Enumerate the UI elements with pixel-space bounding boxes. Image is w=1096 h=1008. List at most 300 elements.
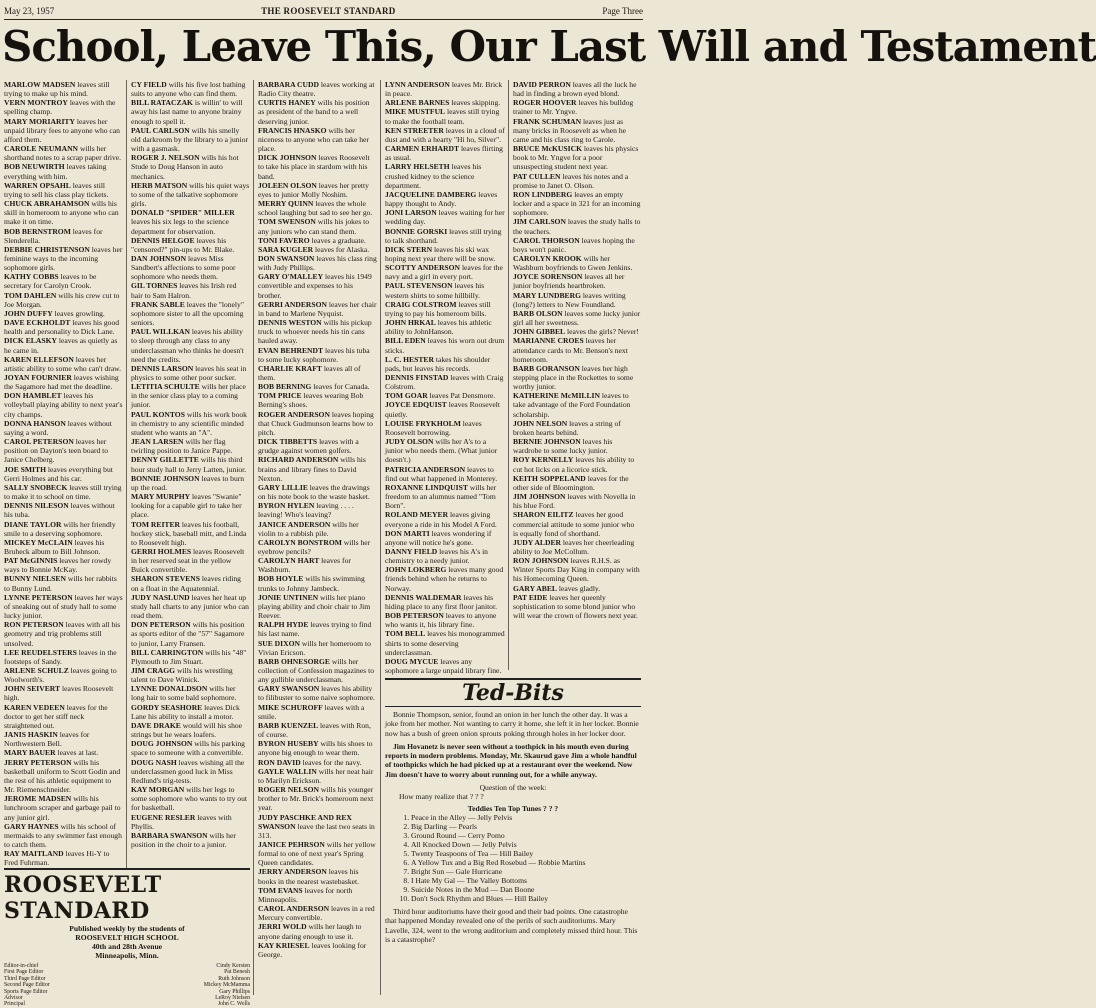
- senior-name: CHUCK ABRAHAMSON: [4, 199, 90, 209]
- senior-name: JOHN DUFFY: [4, 308, 53, 318]
- will-entry: KATHERINE McMILLIN leaves to take advantage of the Ford Foundation scholarship.: [513, 391, 631, 419]
- will-entry: PAT CULLEN leaves his notes and a promise to Janet O. Olson.: [513, 171, 629, 190]
- will-entry: JEROME MADSEN wills his lunchroom scraper and garbage pail to any junior girl.: [4, 794, 121, 822]
- will-entry: CARMEN ERHARDT leaves flirting as usual.: [385, 144, 503, 163]
- will-entry: BOB BERNING leaves for Canada.: [258, 382, 370, 392]
- will-entry: DENNIS FINSTAD leaves with Craig Colstrom.: [385, 373, 504, 392]
- will-entry: DICK JOHNSON leaves Roosevelt to take his place in stardom with his band.: [258, 153, 370, 181]
- will-entry: L. C. HESTER takes his shoulder pads, but leaves his records.: [385, 354, 491, 373]
- will-entry: BOB BERNSTROM leaves for Slenderella.: [4, 226, 103, 245]
- will-entry: BARB KUENZEL leaves with Ron, of course.: [258, 720, 371, 740]
- will-entry: DENNIS WALDEMAR leaves his hiding place to any first floor janitor.: [385, 592, 497, 611]
- senior-name: LEE REUDELSTERS: [4, 647, 77, 657]
- will-entry: DAN JOHNSON leaves Miss Sandbert's affections to some poor sophomore who needs them.: [131, 253, 236, 282]
- will-entry: EVAN BEHRENDT leaves his tuba to some lucky sophomore.: [258, 345, 370, 364]
- senior-name: DOUG JOHNSON: [131, 739, 193, 749]
- will-entry: KATHY COBBS leaves to be secretary for Carolyn Crook.: [4, 272, 97, 291]
- senior-name: PATRICIA ANDERSON: [385, 464, 466, 474]
- senior-name: GARY LILLIE: [258, 482, 308, 492]
- will-entry: LOUISE FRYKHOLM leaves Roosevelt borrowing.: [385, 418, 482, 437]
- senior-name: BARBARA SWANSON: [131, 830, 208, 840]
- senior-name: JOE SMITH: [4, 464, 46, 474]
- page-number: Page Three: [602, 6, 643, 16]
- senior-name: MARY MORIARITY: [4, 116, 75, 126]
- senior-name: KAY KRIESEL: [258, 940, 310, 950]
- senior-name: PAUL CARLSON: [131, 125, 190, 135]
- staff-person: Mickey McMamma: [203, 982, 250, 989]
- tune-item: 7. Bright Sun — Gale Hurricane: [411, 867, 641, 876]
- senior-name: TOM REITER: [131, 519, 181, 529]
- senior-name: DANNY FIELD: [385, 546, 438, 556]
- will-entry: SARA KUGLER leaves for Alaska.: [258, 244, 370, 254]
- senior-name: TOM GOAR: [385, 391, 428, 401]
- staff-person: Ruth Johnson: [218, 975, 250, 982]
- senior-name: DENNIS WESTON: [258, 318, 322, 328]
- will-entry: ROGER NELSON wills his younger brother to Mr. Brick's homeroom next year.: [258, 785, 374, 813]
- will-entry: JUDY PASCHKE AND REX SWANSON leave the last two seats in 313.: [258, 812, 375, 840]
- staff-role: Second Page Editor: [4, 982, 50, 989]
- senior-name: ROGER HOOVER: [513, 98, 577, 108]
- will-entry: DAVE DRAKE would will his shoe strings but he wears loafers.: [131, 720, 243, 740]
- will-entry: VERN MONTROY leaves with the spelling champ.: [4, 98, 116, 117]
- senior-name: DON PETERSON: [131, 620, 191, 630]
- senior-name: FRANK SCHUMAN: [513, 116, 582, 126]
- will-entry: BOB NEUWIRTH leaves taking everything with him.: [4, 162, 107, 181]
- senior-name: GORDY SEASHORE: [131, 702, 203, 712]
- column-rule: [126, 80, 127, 870]
- senior-name: ROLAND MEYER: [385, 510, 449, 520]
- senior-name: RALPH HYDE: [258, 620, 309, 630]
- will-entry: BILL RATACZAK is willin' to will away his last name to anyone brainy enough to spell it.: [131, 98, 243, 126]
- will-entry: DENNIS HELGOE leaves his "censored?" pin-ups to Mr. Blake.: [131, 235, 235, 254]
- senior-name: TOM EVANS: [258, 885, 303, 895]
- senior-name: MIKE SCHUROFF: [258, 702, 323, 712]
- will-entry: PAUL WILLKAN leaves his ability to sleep through any class to any underclassman who thinks he doesn't need the credits.: [131, 327, 244, 364]
- will-entry: JOYAN FOURNIER leaves wishing the Sagamore had met the deadline.: [4, 373, 119, 392]
- senior-name: BOB BERNING: [258, 382, 312, 392]
- will-entry: MARLOW MADSEN leaves still trying to make up his mind.: [4, 80, 110, 99]
- senior-name: FRANK SABLE: [131, 299, 185, 309]
- senior-name: TONI FAVERO: [258, 235, 310, 245]
- will-entry: DON PETERSON wills his position as sports editor of the "57" Sagamore to junior, Larry Fransen.: [131, 620, 245, 648]
- will-entry: JOHN SEIVERT leaves Roosevelt high.: [4, 684, 114, 703]
- will-entry: DICK STERN leaves his ski wax hoping next year there will be snow.: [385, 244, 496, 263]
- staff-list: [4, 963, 250, 1008]
- will-entry: JOYCE EDQUIST leaves Roosevelt quietly.: [385, 400, 500, 419]
- senior-name: KAREN ELLEFSON: [4, 354, 74, 364]
- ted-bits-box: [385, 678, 641, 998]
- senior-name: SHARON STEVENS: [131, 574, 200, 584]
- senior-name: BONNIE JOHNSON: [131, 473, 200, 483]
- senior-name: KAY MORGAN: [131, 785, 185, 795]
- senior-name: LARRY HELSETH: [385, 162, 450, 172]
- senior-name: DENNIS HELGOE: [131, 235, 195, 245]
- will-entry: BARBARA CUDD leaves working at Radio City theatre.: [258, 80, 375, 99]
- senior-name: LETITIA SCHULTE: [131, 382, 200, 392]
- senior-name: CURTIS HANEY: [258, 98, 316, 108]
- will-entry: BYRON HUSEBY wills his shoes to anyone big enough to wear them.: [258, 739, 373, 758]
- will-entry: TONI FAVERO leaves a graduate.: [258, 235, 366, 245]
- tune-item: 3. Ground Round — Cerry Pomo: [411, 831, 641, 840]
- senior-name: JOYCE EDQUIST: [385, 400, 447, 410]
- senior-name: BARBARA CUDD: [258, 80, 319, 89]
- senior-name: GARY ABEL: [513, 583, 557, 593]
- senior-name: CAROLYN BONSTROM: [258, 537, 342, 547]
- will-entry: DON MARTI leaves wondering if anyone will notice he's gone.: [385, 528, 492, 547]
- will-entry: DONALD "SPIDER" MILLER leaves his six legs to the science department for observation.: [131, 208, 235, 236]
- will-entry: LARRY HELSETH leaves his crushed kidney to the science department.: [385, 162, 482, 190]
- masthead-line: Minneapolis, Minn.: [95, 951, 159, 960]
- will-entry: CURTIS HANEY wills his position as president of the band to a well deserving junior.: [258, 98, 370, 126]
- will-entry: ROGER J. NELSON wills his hot Stude to Doug Hanson in auto mechanics.: [131, 153, 239, 181]
- senior-name: KATHERINE McMILLIN: [513, 391, 600, 401]
- tunes-title: Teddies Ten Top Tunes ? ? ?: [467, 803, 559, 813]
- ted-bits-paragraph: Third hour auditoriums have their good and their bad points. One catastrophe that happened Monday revealed one of the perils of such auditoriums. Mary Lavelle, 324, went to the wrong auditorium and completely missed third hour. This is a catastrophe?: [385, 906, 638, 944]
- tune-item: 4. All Knocked Down — Jelly Pelvis: [411, 840, 641, 849]
- will-entry: GAYLE WALLIN wills her neat hair to Marilyn Erickson.: [258, 766, 374, 785]
- senior-name: JONIE UNTINEN: [258, 592, 319, 602]
- senior-name: DEBBIE CHRISTENSON: [4, 244, 90, 254]
- senior-name: PAT CULLEN: [513, 171, 561, 181]
- will-column-5: [513, 80, 641, 685]
- will-entry: JUDY OLSON wills her A's to a junior who needs them. (What junior doesn't.): [385, 437, 498, 465]
- will-entry: JOLEEN OLSON leaves her pretty eyes to junior Molly Noshim.: [258, 180, 369, 199]
- masthead-line: Published weekly by the students of: [69, 924, 185, 933]
- staff-role: Advisor: [4, 995, 23, 1002]
- senior-name: ROGER J. NELSON: [131, 153, 200, 163]
- will-entry: BONNIE JOHNSON leaves to burn up the road.: [131, 473, 245, 492]
- will-entry: DENNIS NILESON leaves without his tuba.: [4, 501, 115, 520]
- senior-name: ARLENE SCHULZ: [4, 666, 69, 675]
- senior-name: DAVE ECKHOLDT: [4, 318, 71, 328]
- senior-name: PAT EIDE: [513, 592, 548, 602]
- will-entry: GIL TORNES leaves his Irish red hair to Sam Halron.: [131, 281, 237, 300]
- will-entry: ARLENE BARNES leaves skipping.: [385, 98, 501, 108]
- senior-name: MERRY QUINN: [258, 199, 314, 209]
- tune-item: 10. Don't Sock Rhythm and Blues — Hill Bailey: [411, 894, 641, 903]
- will-entry: DON SWANSON leaves his class ring with Judy Phillips.: [258, 253, 377, 273]
- will-entry: GARY SWANSON leaves his ability to filibuster to some naive sophomore.: [258, 684, 375, 703]
- senior-name: LOUISE FRYKHOLM: [385, 418, 461, 428]
- will-entry: BONNIE GORSKI leaves still trying to talk shorthand.: [385, 226, 502, 245]
- senior-name: EVAN BEHRENDT: [258, 345, 324, 355]
- will-entry: JOE SMITH leaves everything but Gerri Holmes and his car.: [4, 464, 113, 483]
- staff-role: Sports Page Editor: [4, 988, 48, 995]
- will-entry: KAREN ELLEFSON leaves her artistic ability to some who can't draw.: [4, 354, 122, 373]
- tune-item: 6. A Yellow Tux and a Big Red Rosebud — Robbie Martins: [411, 858, 641, 867]
- will-entry: JOHN NELSON leaves a string of broken hearts behind.: [513, 418, 621, 437]
- will-entry: DICK ELASKY leaves as quietly as he came in.: [4, 336, 118, 355]
- will-entry: ROY KERNELLY leaves his ability to cut hot licks on a licorice stick.: [513, 455, 635, 474]
- will-entry: CY FIELD wills his five lost bathing suits to anyone who can find them.: [131, 80, 246, 99]
- senior-name: CARMEN ERHARDT: [385, 144, 460, 154]
- will-entry: RON LINDBERG leaves an empty locker and a space in 321 for an incoming sophomore.: [513, 189, 641, 218]
- senior-name: JACQUELINE DAMBERG: [385, 189, 477, 199]
- will-entry: MARY LUNDBERG leaves writing (long?) letters to New Foundland.: [513, 290, 626, 309]
- senior-name: JOLEEN OLSON: [258, 180, 317, 190]
- senior-name: RON DAVID: [258, 757, 301, 767]
- senior-name: CRAIG COLSTROM: [385, 299, 457, 309]
- senior-name: BARB OLSON: [513, 308, 563, 318]
- question-text: How many realize that ? ? ?: [399, 792, 484, 802]
- senior-name: DICK JOHNSON: [258, 153, 317, 163]
- will-entry: BARB GORANSON leaves her high stepping place in the Rockettes to some worthy junior.: [513, 363, 634, 392]
- column-rule: [380, 80, 381, 995]
- column-rule: [508, 80, 509, 670]
- senior-name: EUGENE RESLER: [131, 812, 196, 822]
- staff-role: Principal: [4, 1001, 25, 1008]
- question-label: Question of the week:: [479, 783, 547, 793]
- tune-item: 8. I Hate My Gal — The Valley Bottoms: [411, 876, 641, 885]
- senior-name: BILL CARRINGTON: [131, 647, 204, 657]
- will-entry: DOUG NASH leaves wishing all the underclassmen good luck in Miss Redlund's trig-tests.: [131, 757, 245, 785]
- senior-name: MICKEY McCLAIN: [4, 537, 73, 547]
- will-entry: CHARLIE KRAFT leaves all of them.: [258, 363, 361, 382]
- will-entry: JONIE UNTINEN wills her piano playing ability and choir chair to Jim Reever.: [258, 592, 371, 621]
- will-entry: PATRICIA ANDERSON leaves to find out what happened in Monterey.: [385, 464, 498, 483]
- will-entry: BARB OLSON leaves some lucky junior girl all her sweetness.: [513, 308, 641, 328]
- senior-name: ROXANNE LINDQUIST: [385, 482, 468, 492]
- will-entry: SUE DIXON wills her homeroom to Vivian Ericson.: [258, 638, 371, 657]
- senior-name: ROGER ANDERSON: [258, 409, 330, 419]
- senior-name: BOB BERNSTROM: [4, 226, 71, 236]
- will-entry: TOM DAHLEN wills his crew cut to Joe Morgan.: [4, 290, 120, 309]
- will-entry: EUGENE RESLER leaves with Phyllis.: [131, 812, 232, 831]
- senior-name: BARB OHNESORGE: [258, 656, 330, 666]
- will-entry: JONI LARSON leaves waiting for her wedding day.: [385, 208, 505, 227]
- senior-name: MARY LUNDBERG: [513, 290, 582, 300]
- senior-name: DAN JOHNSON: [131, 253, 187, 263]
- senior-name: BRUCE McKUSICK: [513, 144, 582, 154]
- will-entry: LETITIA SCHULTE wills her place in the senior class play to a coming junior.: [131, 382, 246, 410]
- will-entry: RICHARD ANDERSON wills his brains and library fines to David Nexton.: [258, 455, 366, 483]
- will-entry: JUDY NASLUND leaves her heat up study hall charts to any junior who can read them.: [131, 592, 249, 621]
- will-entry: KAREN VEDEEN leaves for the doctor to get her stiff neck straightened out.: [4, 702, 108, 730]
- senior-name: RICHARD ANDERSON: [258, 455, 339, 465]
- senior-name: L. C. HESTER: [385, 354, 434, 364]
- will-entry: LYNNE PETERSON leaves her ways of sneaking out of study hall to some lucky junior.: [4, 592, 123, 621]
- will-entry: TOM REITER leaves his football, hockey stick, baseball mitt, and Linda to Roosevelt high.: [131, 519, 247, 547]
- senior-name: JIM JOHNSON: [513, 492, 566, 502]
- senior-name: TOM DAHLEN: [4, 290, 57, 300]
- will-entry: KAY MORGAN wills her legs to some sophomore who wants to try out for basketball.: [131, 785, 248, 813]
- senior-name: CAROLYN HART: [258, 556, 320, 566]
- staff-role: First Page Editor: [4, 969, 44, 976]
- staff-person: Gary Phillips: [219, 988, 250, 995]
- senior-name: LYNNE PETERSON: [4, 592, 73, 602]
- senior-name: JANICE PEHRSON: [258, 839, 325, 849]
- will-entry: JACQUELINE DAMBERG leaves happy thought to Andy.: [385, 189, 498, 209]
- will-entry: TOM SWENSON wills his jokes to any juniors who can stand them.: [258, 217, 370, 236]
- will-entry: JOHN LOKBERG leaves many good friends behind when he returns to Norway.: [385, 565, 504, 593]
- will-entry: DONNA HANSON leaves without saying a word.: [4, 418, 112, 437]
- will-entry: LYNN ANDERSON leaves Mr. Brick in peace.: [385, 80, 503, 99]
- tune-item: 1. Peace in the Alley — Jelly Pelvis: [411, 813, 641, 822]
- will-entry: JIM JOHNSON leaves with Novella in his blue Ford.: [513, 492, 636, 511]
- will-entry: BYRON HYLEN leaving . . . . leaving! Who's leaving?: [258, 501, 354, 520]
- will-entry: CRAIG COLSTROM leaves still trying to pay his homeroom bills.: [385, 299, 491, 318]
- senior-name: BOB HOYLE: [258, 574, 304, 584]
- senior-name: JIM CRAGG: [131, 666, 176, 675]
- senior-name: PAUL WILLKAN: [131, 327, 191, 337]
- senior-name: PAUL KONTOS: [131, 409, 185, 419]
- senior-name: ROGER NELSON: [258, 785, 319, 795]
- staff-role: Third Page Editor: [4, 975, 46, 982]
- will-entry: DON HAMBLET leaves his volleyball playing ability to next year's city champs.: [4, 391, 123, 419]
- will-entry: GERRI ANDERSON leaves her chair in band to Marlene Nyquist.: [258, 299, 377, 318]
- staff-person: LeRoy Nielsen: [215, 995, 250, 1002]
- senior-name: ROY KERNELLY: [513, 455, 574, 465]
- will-entry: BERNIE JOHNSON leaves his wardrobe to some lucky junior.: [513, 437, 613, 456]
- senior-name: MARY MURPHY: [131, 492, 191, 502]
- senior-name: CHARLIE KRAFT: [258, 363, 322, 373]
- senior-name: BOB PETERSON: [385, 611, 444, 621]
- senior-name: GARY HAYNES: [4, 821, 59, 831]
- senior-name: GARY SWANSON: [258, 684, 320, 694]
- will-entry: CHUCK ABRAHAMSON wills his skill in homeroom to anyone who can make it on time.: [4, 199, 119, 227]
- will-entry: MARY MURPHY leaves "Swanie" looking for a capable girl to take her place.: [131, 492, 242, 520]
- senior-name: DON SWANSON: [258, 253, 315, 263]
- senior-name: GARY O'MALLEY: [258, 272, 324, 282]
- will-entry: DICK TIBBETTS leaves with a grudge against women golfers.: [258, 437, 359, 456]
- will-entry: JERRI WOLD wills her laugh to anyone daring enough to use it.: [258, 922, 362, 941]
- will-entry: LYNNE DONALDSON wills her long hair to some bald sophomore.: [131, 684, 237, 703]
- paper-name: THE ROOSEVELT STANDARD: [261, 6, 396, 16]
- will-entry: MICKEY McCLAIN leaves his Bruheck album to Bill Johnson.: [4, 537, 105, 556]
- senior-name: JUDY PASCHKE AND REX SWANSON: [258, 812, 352, 831]
- will-entry: GARY ABEL leaves gladly.: [513, 583, 601, 593]
- will-entry: CAROLYN KROOK wills her Washburn boyfriends to Gwen Jenkins.: [513, 253, 633, 273]
- will-entry: ROGER ANDERSON leaves hoping that Chuck Gudmunson learns how to pitch.: [258, 409, 374, 437]
- will-entry: PAUL CARLSON wills his smelly old darkroom by the library to a junior with a gasmask.: [131, 125, 249, 154]
- senior-name: GERRI ANDERSON: [258, 299, 327, 309]
- senior-name: SHARON EILITZ: [513, 510, 574, 520]
- will-entry: BRUCE McKUSICK leaves his physics book to Mr. Yngve for a poor unsuspecting student next year.: [513, 144, 639, 172]
- senior-name: DENNY GILLETTE: [131, 455, 199, 465]
- will-entry: HERB MATSON wills his quiet ways to some of the talkative sophomore girls.: [131, 180, 250, 209]
- senior-name: JEAN LARSEN: [131, 437, 184, 447]
- senior-name: CAROL ANDERSON: [258, 904, 330, 914]
- staff-person: John C. Wells: [217, 1001, 250, 1008]
- senior-name: DAVE DRAKE: [131, 720, 181, 730]
- will-entry: GARY LILLIE leaves the drawings on his note book to the waste basket.: [258, 482, 370, 502]
- will-entry: DOUG MYCUE leaves any sophomore a large unpaid library fine.: [385, 656, 502, 675]
- senior-name: TOM PRICE: [258, 391, 302, 401]
- will-entry: GARY O'MALLEY leaves his 1949 convertible and expenses to his brother.: [258, 272, 372, 300]
- senior-name: JOHN HRKAL: [385, 318, 436, 328]
- will-entry: SCOTTY ANDERSON leaves for the navy and a girl in every port.: [385, 263, 503, 282]
- senior-name: GIL TORNES: [131, 281, 178, 291]
- senior-name: CAROL PETERSON: [4, 437, 74, 447]
- senior-name: JANIS HASKIN: [4, 730, 58, 740]
- will-entry: CAROL THORSON leaves hoping the boys won't panic.: [513, 235, 635, 254]
- senior-name: MARIANNE CROES: [513, 336, 584, 346]
- will-entry: SHARON EILITZ leaves her good commercial attitude to some junior who is equally fond of shorthand.: [513, 510, 635, 538]
- will-entry: JUDY ALDER leaves her cheerleading ability to Joe McCollum.: [513, 537, 635, 556]
- tune-item: 5. Twenty Teaspoons of Tea — Hill Bailey: [411, 849, 641, 858]
- will-entry: GORDY SEASHORE leaves Dick Lane his ability to install a motor.: [131, 702, 240, 721]
- senior-name: KATHY COBBS: [4, 272, 59, 282]
- senior-name: JIM CARLSON: [513, 217, 566, 227]
- senior-name: DOUG MYCUE: [385, 656, 439, 666]
- senior-name: BOB NEUWIRTH: [4, 162, 65, 172]
- senior-name: RON LINDBERG: [513, 189, 573, 199]
- senior-name: JOHN SEIVERT: [4, 684, 61, 694]
- will-entry: BILL EDEN leaves his worn out drum sticks.: [385, 336, 505, 355]
- will-entry: ROLAND MEYER leaves giving everyone a ride in his Model A Ford.: [385, 510, 497, 529]
- senior-name: DENNIS WALDEMAR: [385, 592, 462, 602]
- will-entry: PAT EIDE leaves her queenly sophistication to some blond junior who will wear the crown of flowers next year.: [513, 592, 638, 621]
- masthead-line: ROOSEVELT HIGH SCHOOL: [75, 933, 179, 942]
- will-entry: DENNIS LARSON leaves his seat in physics to some other poor sucker.: [131, 363, 247, 382]
- will-entry: RALPH HYDE leaves trying to find his last name.: [258, 620, 372, 639]
- will-entry: JANICE PEHRSON wills her yellow formal to one of next year's Spring Queen candidates.: [258, 839, 376, 868]
- will-entry: RAY MAITLAND leaves Hi-Y to Fred Fuhrman.: [4, 849, 110, 868]
- will-entry: BARB OHNESORGE wills her collection of Confession magazines to any gullible underclassman.: [258, 656, 374, 685]
- senior-name: DENNIS FINSTAD: [385, 373, 449, 382]
- will-entry: PAUL STEVENSON leaves his western shirts to some hillbilly.: [385, 281, 485, 300]
- will-entry: DANNY FIELD leaves his A's in chemistry to a needy junior.: [385, 546, 488, 566]
- will-column-1: [4, 80, 123, 875]
- will-entry: JOHN GIBBEL leaves the girls? Never!: [513, 327, 639, 337]
- will-entry: DENNIS WESTON wills his pickup truck to whoever needs his tin cans hauled away.: [258, 318, 372, 346]
- will-entry: DOUG JOHNSON wills his parking space to someone with a convertible.: [131, 739, 245, 758]
- senior-name: TOM BELL: [385, 629, 426, 639]
- will-entry: KEN STREETER leaves in a cloud of dust and with a hearty "Hi ho, Silver".: [385, 125, 505, 144]
- will-entry: JANICE ANDERSON wills her violin to a rubbish pile.: [258, 519, 359, 538]
- senior-name: JERRI WOLD: [258, 922, 307, 932]
- senior-name: BYRON HUSEBY: [258, 739, 319, 749]
- will-entry: PAUL KONTOS wills his work book in chemistry to any scientific minded student who wants an "A".: [131, 409, 247, 437]
- will-entry: ARLENE SCHULZ leaves going to Woolworth's.: [4, 666, 117, 685]
- senior-name: PAUL STEVENSON: [385, 281, 453, 291]
- senior-name: TOM SWENSON: [258, 217, 316, 227]
- will-entry: TOM BELL leaves his monogrammed shirts to some deserving underclassman.: [385, 629, 505, 657]
- staff-row: [4, 1001, 250, 1007]
- will-entry: DENNY GILLETTE wills his third hour study hall to Jerry Latten, junior.: [131, 455, 247, 474]
- senior-name: JOHN LOKBERG: [385, 565, 447, 575]
- senior-name: LYNN ANDERSON: [385, 80, 450, 89]
- will-entry: ROGER HOOVER leaves his bulldog trainer to Mr. Yngve.: [513, 98, 634, 117]
- will-entry: JANIS HASKIN leaves for Northwestern Bell.: [4, 730, 90, 749]
- senior-name: DENNIS NILESON: [4, 501, 69, 511]
- senior-name: GERRI HOLMES: [131, 546, 192, 556]
- will-entry: DAVE ECKHOLDT leaves his good health and personality to Dick Lane.: [4, 318, 120, 337]
- will-entry: GARY HAYNES wills his school of mermaids to any swimmer fast enough to catch them.: [4, 821, 122, 849]
- will-entry: BILL CARRINGTON wills his "48" Plymouth to Jim Stuart.: [131, 647, 247, 666]
- will-entry: PAT McGINNIS leaves her rowdy ways to Bonnie McKay.: [4, 556, 112, 575]
- will-entry: JEAN LARSEN wills her flag twirling position to Janice Pappe.: [131, 437, 233, 456]
- ted-bits-title: Ted-Bits: [385, 678, 641, 707]
- will-entry: LEE REUDELSTERS leaves in the footsteps of Sandy.: [4, 647, 117, 666]
- will-entry: MARY MORIARITY leaves her unpaid library fees to anyone who can afford them.: [4, 116, 120, 144]
- senior-name: DONNA HANSON: [4, 418, 66, 428]
- will-entry: GERRI HOLMES leaves Roosevelt in her reserved seat in the yellow Buick convertible.: [131, 546, 245, 575]
- will-entry: FRANK SABLE leaves the "lonely" sophomore sister to all the upcoming seniors.: [131, 299, 244, 328]
- will-entry: MARY BAUER leaves at last.: [4, 748, 99, 758]
- page-header: [4, 6, 643, 20]
- senior-name: DICK TIBBETTS: [258, 437, 318, 447]
- will-entry: RON DAVID leaves for the navy.: [258, 757, 362, 767]
- will-entry: JOHN DUFFY leaves growling.: [4, 308, 105, 318]
- senior-name: KEN STREETER: [385, 125, 444, 135]
- tune-item: 2. Big Darling — Pearls: [411, 822, 641, 831]
- will-entry: MARIANNE CROES leaves her attendance cards to Mr. Benson's next homeroom.: [513, 336, 628, 364]
- will-entry: DIANE TAYLOR wills her friendly smile to a deserving sophomore.: [4, 519, 116, 538]
- senior-name: SALLY SNOBECK: [4, 482, 68, 492]
- senior-name: DICK ELASKY: [4, 336, 57, 346]
- senior-name: BERNIE JOHNSON: [513, 437, 581, 447]
